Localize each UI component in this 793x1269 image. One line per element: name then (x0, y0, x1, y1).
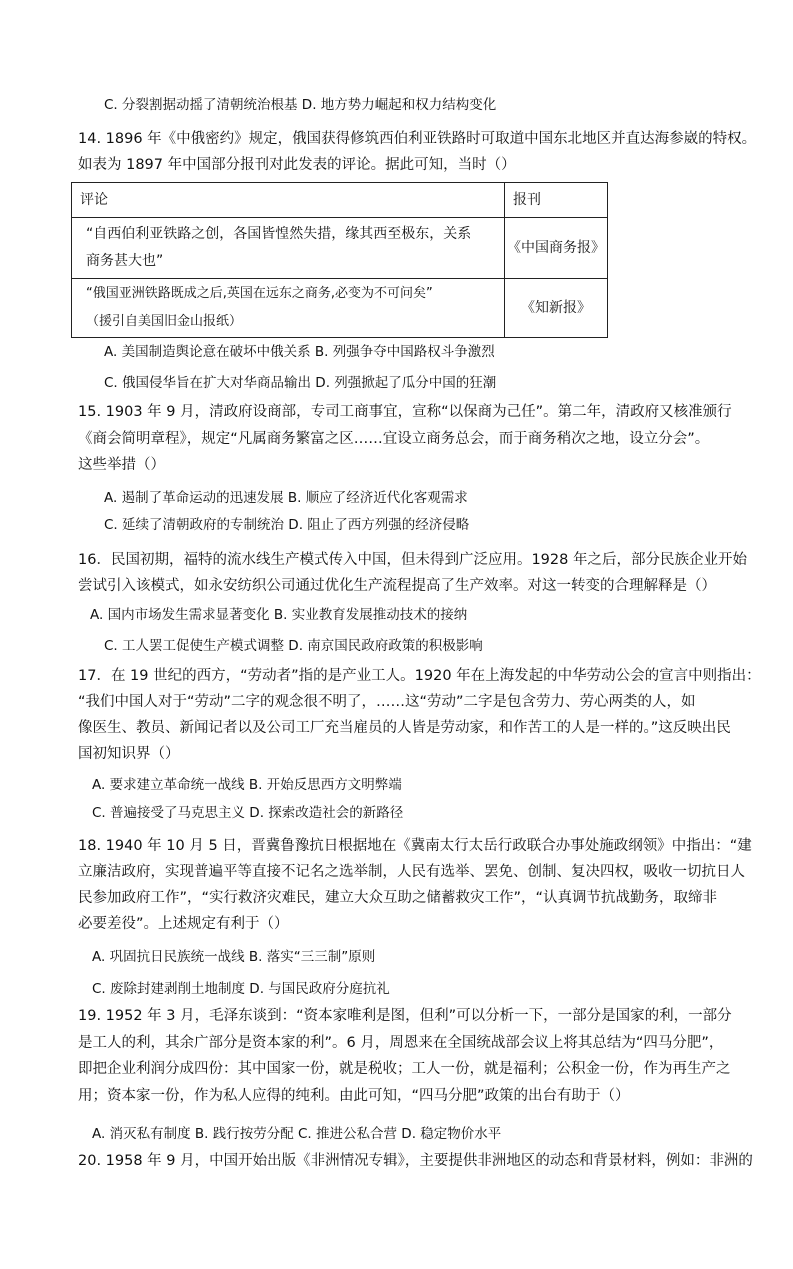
q15-options-ab: A. 遏制了革命运动的迅速发展 B. 顺应了经济近代化客观需求 (104, 490, 468, 506)
table-cell-comment (72, 279, 505, 338)
q15-stem-line2: 《商会简明章程》，规定“凡属商务繁富之区……宜设立商务总会，而于商务稍次之地，设立分会”。 (78, 431, 710, 447)
header-comment: 评论 (72, 183, 505, 218)
table-cell-source: 《知新报》 (505, 279, 608, 338)
q14-comment-table (71, 182, 608, 338)
q16-options-cd: C. 工人罢工促使生产模式调整 D. 南京国民政府政策的积极影响 (104, 638, 483, 654)
comment-line: （援引自美国旧金山报纸） (86, 314, 243, 329)
q19-options: A. 消灭私有制度 B. 践行按劳分配 C. 推进公私合营 D. 稳定物价水平 (92, 1126, 502, 1142)
q14-options-cd: C. 俄国侵华旨在扩大对华商品输出 D. 列强掀起了瓜分中国的狂潮 (104, 375, 497, 391)
q15-options-cd: C. 延续了清朝政府的专制统治 D. 阻止了西方列强的经济侵略 (104, 517, 470, 533)
q17-stem-line4: 国初知识界（） (78, 746, 180, 762)
q15-stem-line3: 这些举措（） (78, 457, 165, 473)
table-row (72, 218, 608, 279)
q14-stem-line1: 14. 1896 年《中俄密约》规定，俄国获得修筑西伯利亚铁路时可取道中国东北地区并直达海参崴的特权。 (78, 131, 757, 147)
table-cell-source: 《中国商务报》 (505, 218, 608, 279)
comment-line: 商务甚大也” (86, 253, 164, 269)
q19-stem-line3: 即把企业利润分成四份：其中国家一份，就是税收；工人一份，就是福利；公积金一份，作为再生产之 (78, 1061, 731, 1077)
q14-stem-line2: 如表为 1897 年中国部分报刊对此发表的评论。据此可知，当时（） (78, 157, 516, 173)
table-row (72, 279, 608, 338)
table-header-row (72, 183, 608, 218)
q15-stem-line1: 15. 1903 年 9 月，清政府设商部，专司工商事宜，宣称“以保商为己任”。第二年，清政府又核准颁行 (78, 404, 732, 420)
q17-options-ab: A. 要求建立革命统一战线 B. 开始反思西方文明弊端 (92, 777, 402, 793)
q17-options-cd: C. 普遍接受了马克思主义 D. 探索改造社会的新路径 (92, 805, 404, 821)
q18-options-cd: C. 废除封建剥削土地制度 D. 与国民政府分庭抗礼 (92, 981, 390, 997)
q18-stem-line2: 立廉洁政府，实现普遍平等直接不记名之选举制，人民有选举、罢免、创制、复决四权，吸收一切抗日人 (78, 864, 745, 880)
q17-stem-line3: 像医生、教员、新闻记者以及公司工厂充当雇员的人皆是劳动家，和作苦工的人是一样的。”这反映出民 (78, 720, 731, 736)
q18-stem-line3: 民参加政府工作”，“实行救济灾难民，建立大众互助之储蓄救灾工作”，“认真调节抗战勤务，取缔非 (78, 890, 718, 906)
q16-options-ab: A. 国内市场发生需求显著变化 B. 实业教育发展推动技术的接纳 (90, 607, 468, 623)
q16-stem-line2: 尝试引入该模式，如永安纺织公司通过优化生产流程提高了生产效率。对这一转变的合理解释是（） (78, 578, 716, 594)
q18-options-ab: A. 巩固抗日民族统一战线 B. 落实“三三制”原则 (92, 949, 376, 965)
q20-stem-line1: 20. 1958 年 9 月，中国开始出版《非洲情况专辑》，主要提供非洲地区的动态和背景材料，例如：非洲的 (78, 1153, 753, 1169)
q14-options-ab: A. 美国制造舆论意在破坏中俄关系 B. 列强争夺中国路权斗争激烈 (104, 344, 495, 360)
q17-stem-line2: “我们中国人对于“劳动”二字的观念很不明了，……这“劳动”二字是包含劳力、劳心两类的人，如 (78, 694, 696, 710)
q18-stem-line4: 必要差役”。上述规定有利于（） (78, 916, 289, 932)
q17-stem-line1: 17．在 19 世纪的西方，“劳动者”指的是产业工人。1920 年在上海发起的中华劳动公会的宣言中则指出： (78, 668, 761, 684)
q19-stem-line1: 19. 1952 年 3 月，毛泽东谈到：“资本家唯利是图，但利”可以分析一下，一部分是国家的利，一部分 (78, 1008, 732, 1024)
comment-line: “俄国亚洲铁路既成之后,英国在远东之商务,必变为不可问矣” (86, 286, 433, 301)
q16-stem-line1: 16．民国初期，福特的流水线生产模式传入中国，但未得到广泛应用。1928 年之后，部分民族企业开始 (78, 552, 747, 568)
q13-options-cd: C. 分裂割据动摇了清朝统治根基 D. 地方势力崛起和权力结构变化 (104, 97, 497, 113)
comment-line: “自西伯利亚铁路之创，各国皆惶然失措，缘其西至极东，关系 (86, 226, 472, 242)
q18-stem-line1: 18. 1940 年 10 月 5 日，晋冀鲁豫抗日根据地在《冀南太行太岳行政联合办事处施政纲领》中指出：“建 (78, 838, 752, 854)
q19-stem-line2: 是工人的利，其余广部分是资本家的利”。6 月，周恩来在全国统战部会议上将其总结为“四马分肥”， (78, 1035, 724, 1051)
table-cell-comment (72, 218, 505, 279)
q19-stem-line4: 用；资本家一份，作为私人应得的纯利。由此可知，“四马分肥”政策的出台有助于（） (78, 1088, 630, 1104)
header-source: 报刊 (505, 183, 608, 218)
